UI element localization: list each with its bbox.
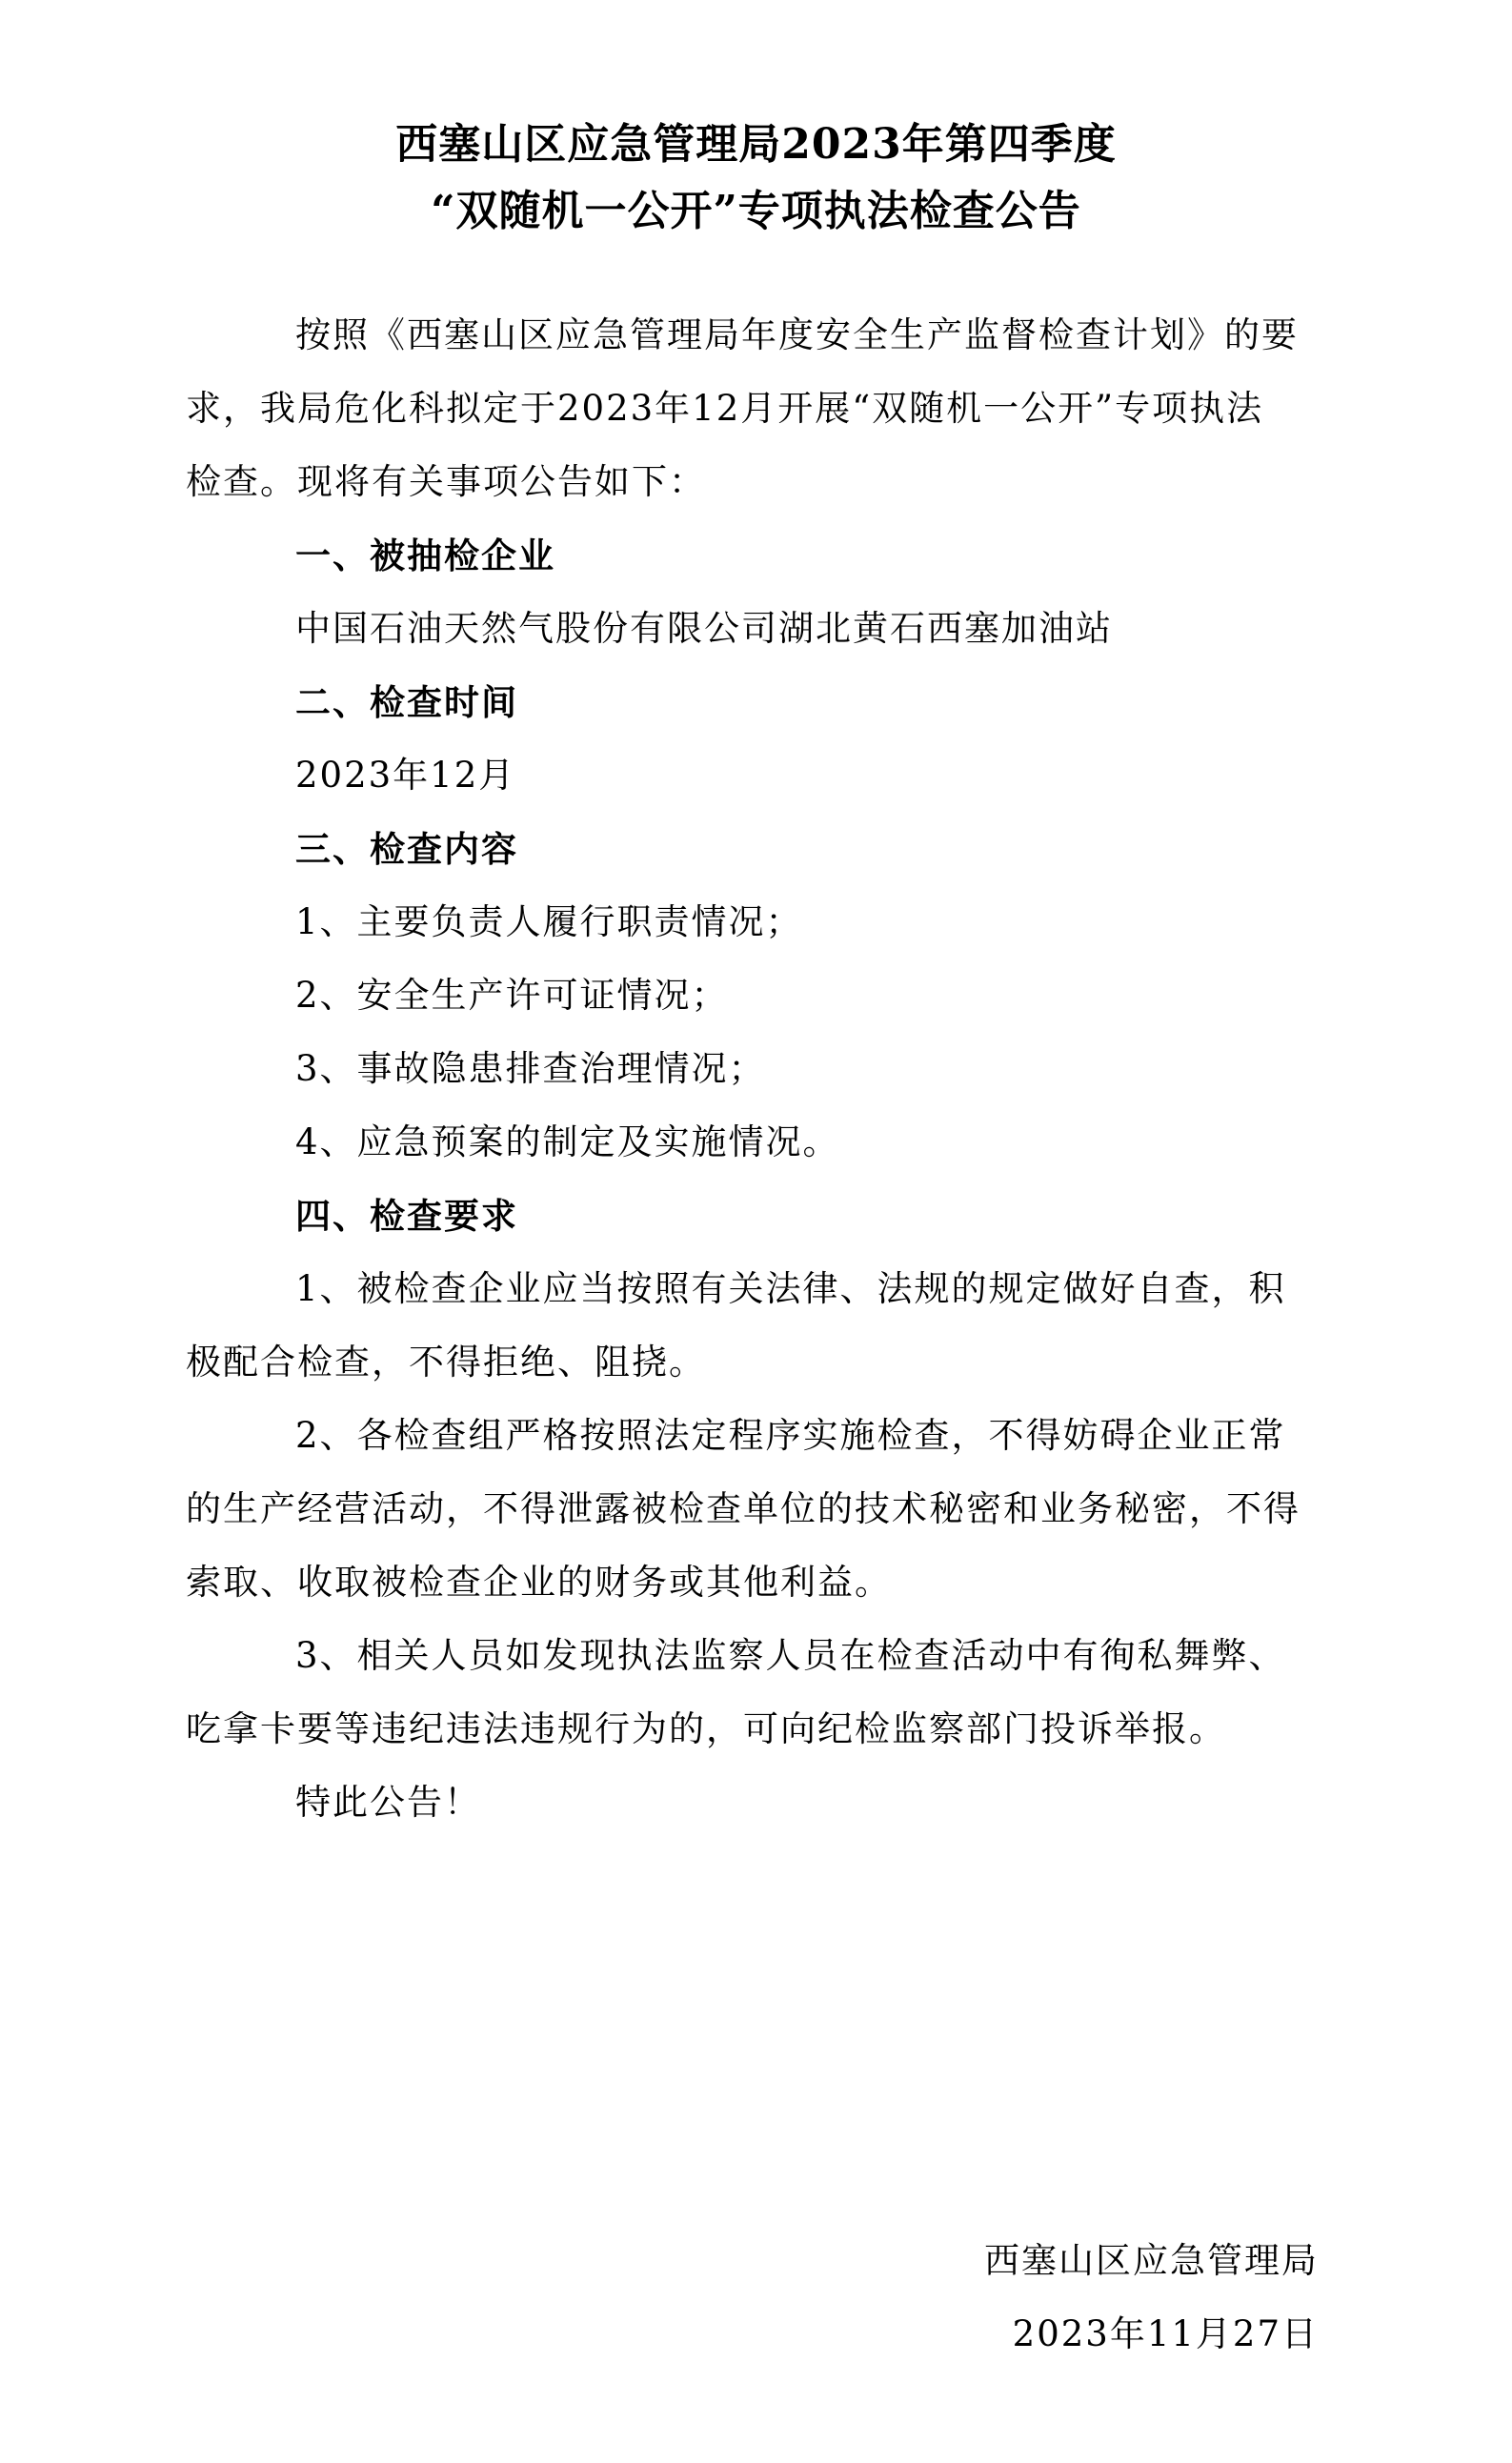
closing-text: 特此公告！ <box>295 1782 481 1823</box>
section1-heading: 一、被抽检企业 <box>295 535 555 576</box>
requirement3-line2: 吃拿卡要等违纪违法违规行为的，可向纪检监察部门投诉举报。 <box>186 1708 1226 1749</box>
notice-title-line1: 西塞山区应急管理局2023年第四季度 <box>395 120 1117 169</box>
section1-content: 中国石油天然气股份有限公司湖北黄石西塞加油站 <box>295 608 1113 649</box>
section2-heading: 二、检查时间 <box>295 681 518 723</box>
section4-heading: 四、检查要求 <box>295 1195 518 1237</box>
section3-heading: 三、检查内容 <box>295 828 518 870</box>
notice-title-line2: “双随机一公开”专项执法检查公告 <box>431 187 1081 235</box>
section3-item: 1、主要负责人履行职责情况； <box>295 901 803 942</box>
intro-line3: 检查。现将有关事项公告如下： <box>186 461 706 502</box>
requirement2-line2: 的生产经营活动，不得泄露被检查单位的技术秘密和业务秘密，不得 <box>186 1488 1300 1529</box>
intro-line2: 求，我局危化科拟定于2023年12月开展“双随机一公开”专项执法 <box>186 388 1264 429</box>
section3-item: 4、应急预案的制定及实施情况。 <box>295 1121 840 1162</box>
intro-line1: 按照《西塞山区应急管理局年度安全生产监督检查计划》的要 <box>295 314 1299 355</box>
section2-content: 2023年12月 <box>295 755 516 796</box>
requirement1-line1: 1、被检查企业应当按照有关法律、法规的规定做好自查，积 <box>295 1268 1286 1309</box>
requirement1-line2: 极配合检查，不得拒绝、阻挠。 <box>186 1342 706 1383</box>
requirement3-line1: 3、相关人员如发现执法监察人员在检查活动中有徇私舞弊、 <box>295 1635 1286 1676</box>
requirement2-line3: 索取、收取被检查企业的财务或其他利益。 <box>186 1562 892 1603</box>
section3-item: 3、事故隐患排查治理情况； <box>295 1048 766 1089</box>
requirement2-line1: 2、各检查组严格按照法定程序实施检查，不得妨碍企业正常 <box>295 1415 1286 1456</box>
signature-org: 西塞山区应急管理局 <box>984 2240 1319 2281</box>
signature-date: 2023年11月27日 <box>1012 2313 1319 2354</box>
section3-item: 2、安全生产许可证情况； <box>295 975 729 1016</box>
